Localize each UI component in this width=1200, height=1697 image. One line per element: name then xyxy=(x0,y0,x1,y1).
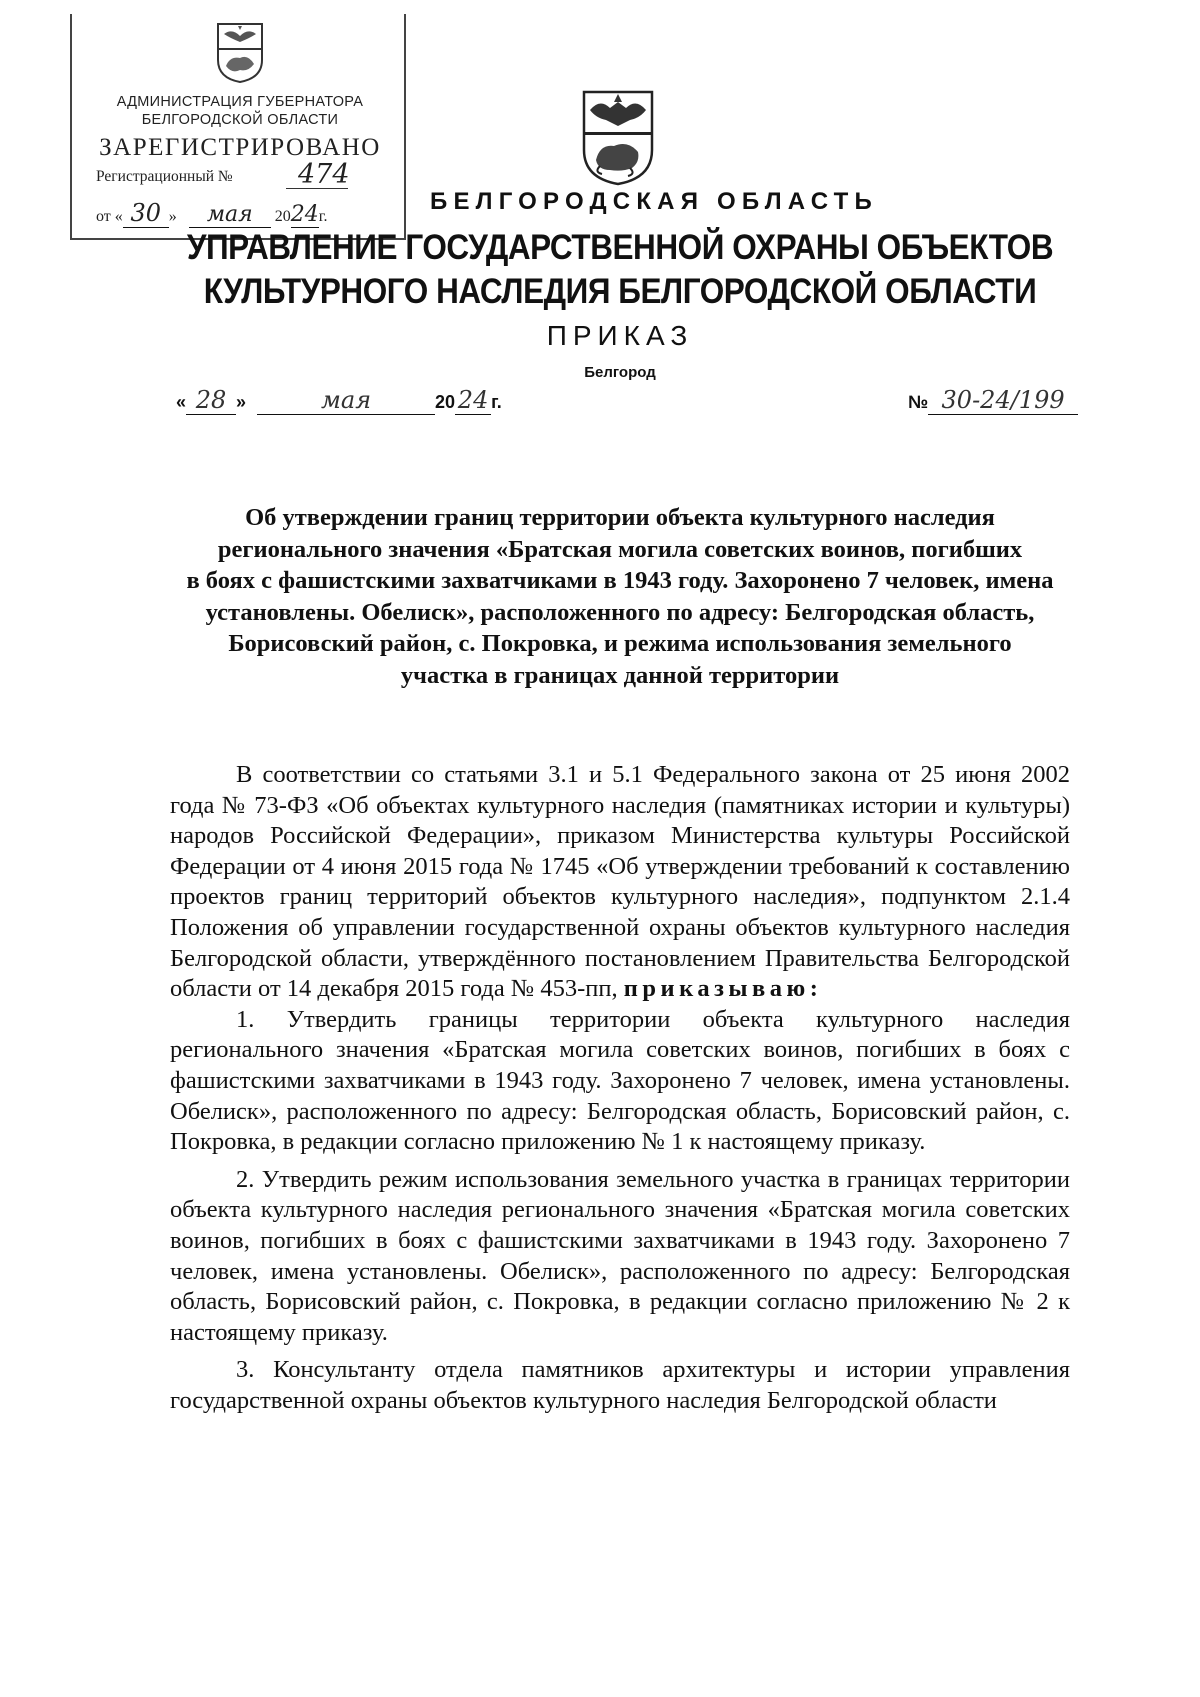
organization-name-line-1: УПРАВЛЕНИЕ ГОСУДАРСТВЕННОЙ ОХРАНЫ ОБЪЕКТОВ xyxy=(186,228,1054,267)
title-line: в боях с фашистскими захватчиками в 1943 году. Захоронено 7 человек, имена xyxy=(186,567,1054,594)
order-number-value: 30-24/199 xyxy=(928,386,1078,415)
date-open-quote: « xyxy=(176,392,187,412)
stamp-date-prefix: от « xyxy=(96,208,123,225)
region-name: БЕЛГОРОДСКАЯ ОБЛАСТЬ xyxy=(430,188,878,215)
stamp-date-quote: » xyxy=(168,208,177,225)
order-item-2: 2. Утвердить режим использования земельного участка в границах территории объекта культурного наследия регионального значения «Братская могила советских воинов, погибших в боях с фашистскими захватчиками в 1943 году. Захоронено 7 человек, имена установлены. Обелиск», расположенного по адресу: Белгородская область, Борисовский район, с. Покровка, в редакции согласно приложению № 2 к настоящему приказу. xyxy=(170,1165,1070,1346)
preamble-text: В соответствии со статьями 3.1 и 5.1 Федерального закона от 25 июня 2002 года № 73-ФЗ «Об объектах культурного наследия (памятниках истории и культуры) народов Российской Федерации», приказом Министерства культуры Российской Федерации от 4 июня 2015 года № 1745 «Об утверждении требований к составлению проектов границ территорий объектов культурного наследия», подпунктом 2.1.4 Положения об управлении государственной охраны объектов культурного наследия Белгородской области, утверждённого постановлением Правительства Белгородской области от 14 декабря 2015 года № 453-пп, xyxy=(170,761,1070,1003)
city: Белгород xyxy=(584,364,656,381)
stamp-registered: ЗАРЕГИСТРИРОВАНО xyxy=(99,134,381,161)
stamp-date xyxy=(96,199,328,228)
stamp-region-line: БЕЛГОРОДСКОЙ ОБЛАСТИ xyxy=(141,112,339,128)
stamp-date-day: 30 xyxy=(123,199,169,228)
stamp-date-month: мая xyxy=(189,202,271,228)
organization-name-line-2: КУЛЬТУРНОГО НАСЛЕДИЯ БЕЛГОРОДСКОЙ ОБЛАСТИ xyxy=(203,272,1037,311)
stamp-coat-of-arms-icon xyxy=(214,20,266,84)
order-month: мая xyxy=(257,386,435,415)
document-title xyxy=(140,502,1100,691)
title-line: Борисовский район, с. Покровка, и режима использования земельного xyxy=(228,630,1012,657)
coat-of-arms-icon xyxy=(580,88,656,188)
order-number-label: № xyxy=(908,392,929,412)
title-line: участка в границах данной территории xyxy=(400,661,840,689)
stamp-date-year-prefix: 20 xyxy=(274,208,291,225)
title-line: Об утверждении границ территории объекта культурного наследия xyxy=(245,504,995,531)
registration-stamp xyxy=(70,14,406,240)
order-year-suffix: г. xyxy=(491,392,502,412)
order-day: 28 xyxy=(186,386,236,415)
document-type: ПРИКАЗ xyxy=(546,320,694,351)
order-date xyxy=(176,386,502,415)
title-line: установлены. Обелиск», расположенного по адресу: Белгородская область, xyxy=(205,598,1035,626)
document-body xyxy=(170,760,1070,1416)
orders-word: приказываю: xyxy=(623,975,823,1003)
order-year-prefix: 20 xyxy=(435,392,456,412)
title-line: регионального значения «Братская могила советских воинов, погибших xyxy=(217,535,1023,563)
date-close-quote: » xyxy=(236,392,247,412)
stamp-reg-number-label: Регистрационный № xyxy=(96,168,233,185)
order-item-3: 3. Консультанту отдела памятников архитектуры и истории управления государственной охраны объектов культурного наследия Белгородской области xyxy=(170,1356,1070,1414)
order-number xyxy=(908,386,1078,415)
order-item-1: 1. Утвердить границы территории объекта культурного наследия регионального значения «Братская могила советских воинов, погибших в боях с фашистскими захватчиками в 1943 году. Захоронено 7 человек, имена установлены. Обелиск», расположенного по адресу: Белгородская область, Борисовский район, с. Покровка, в редакции согласно приложению № 1 к настоящему приказу. xyxy=(170,1005,1070,1156)
stamp-date-suffix: г. xyxy=(318,208,328,225)
stamp-reg-number: 474 xyxy=(298,159,350,190)
stamp-administration-line: АДМИНИСТРАЦИЯ ГУБЕРНАТОРА xyxy=(116,94,364,110)
order-year: 24 xyxy=(455,386,491,415)
stamp-date-year: 24 xyxy=(290,202,319,227)
preamble-paragraph xyxy=(170,760,1070,1005)
